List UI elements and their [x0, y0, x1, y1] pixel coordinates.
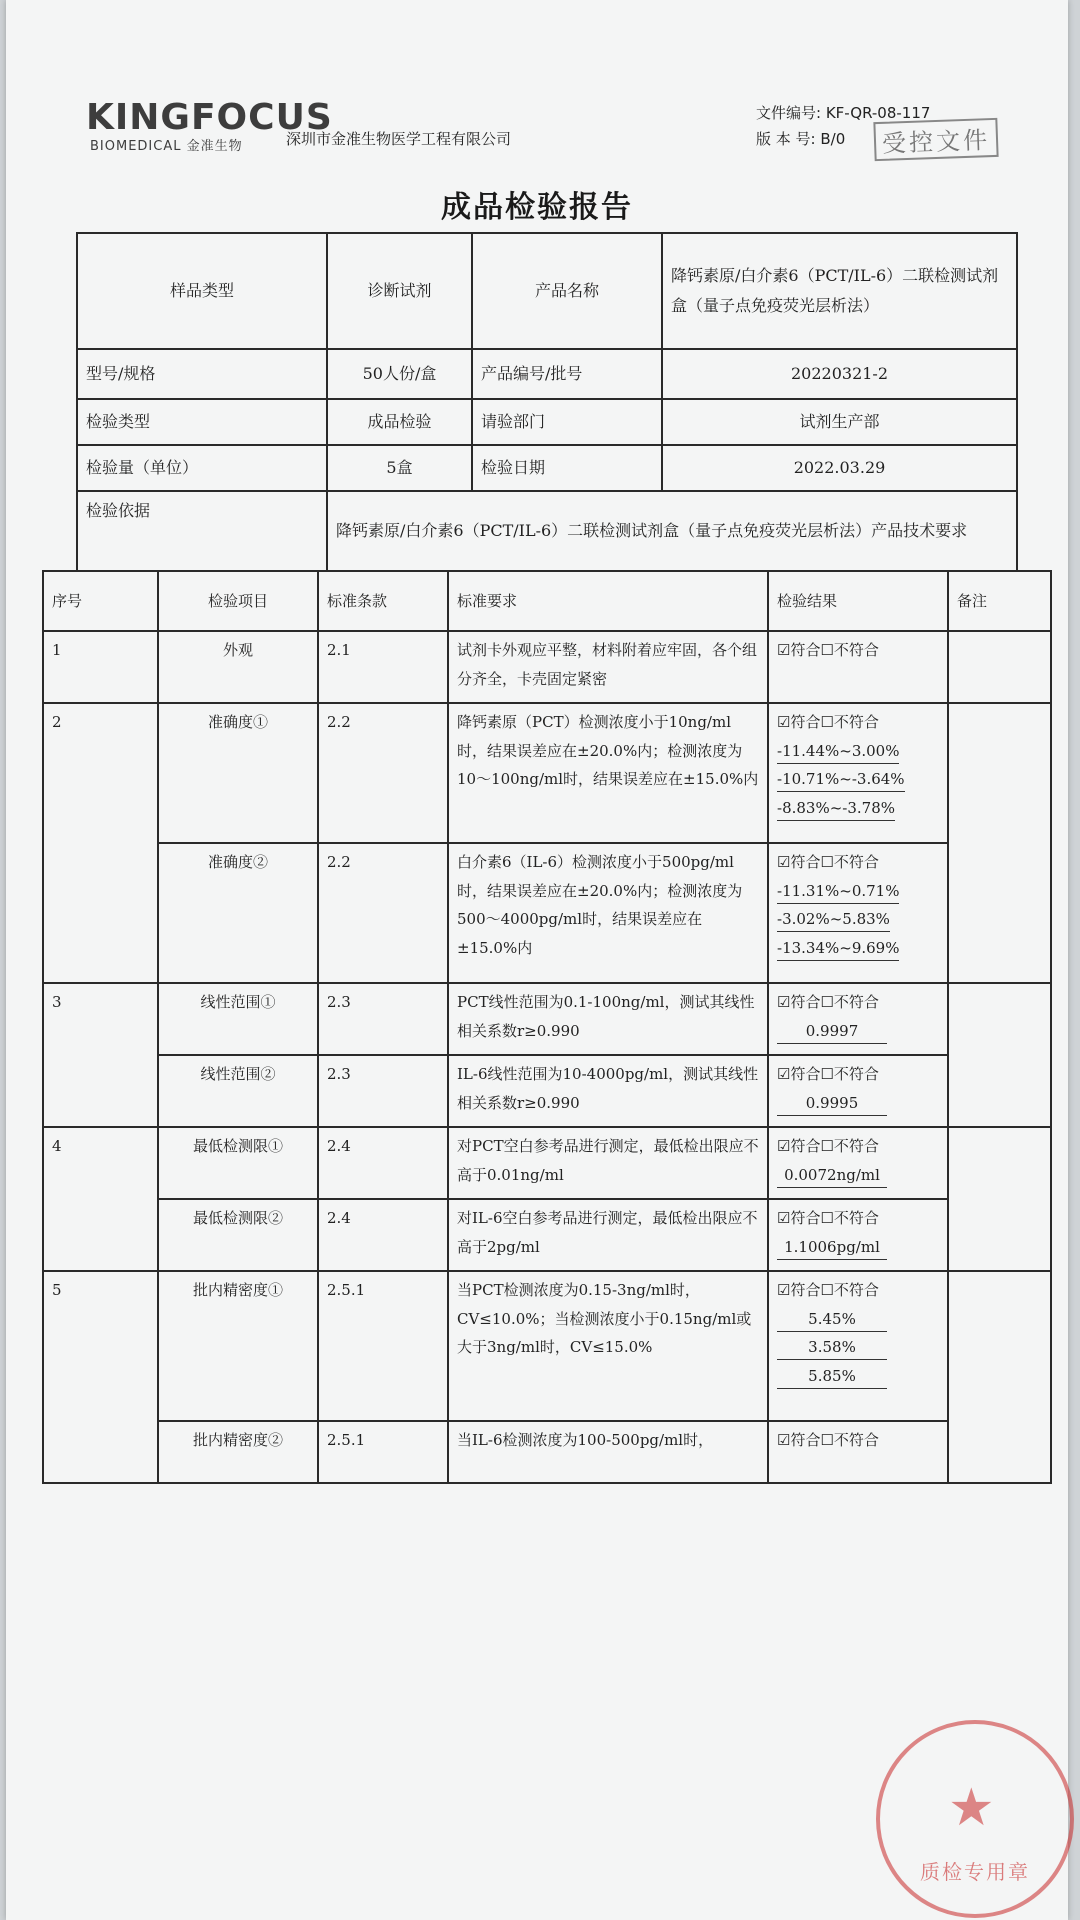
- quality-inspection-seal: [876, 1720, 1074, 1918]
- row-clause: 2.2: [318, 843, 448, 983]
- row-clause: 2.2: [318, 703, 448, 843]
- result-value: 0.9997: [777, 1019, 887, 1044]
- result-value: -3.02%~5.83%: [777, 907, 890, 932]
- table-header-row: [43, 571, 1051, 631]
- col-header-requirement: 标准要求: [448, 571, 768, 631]
- date-label: 检验日期: [472, 445, 662, 491]
- result-checkbox: ☑符合☐不符合: [777, 713, 879, 731]
- basis-label: 检验依据: [77, 491, 327, 571]
- row-item: 准确度②: [158, 843, 318, 983]
- result-value: -13.34%~9.69%: [777, 936, 899, 961]
- inspection-items-table: [42, 570, 1052, 1484]
- result-checkbox: ☑符合☐不符合: [777, 1065, 879, 1083]
- result-value: -10.71%~-3.64%: [777, 767, 905, 792]
- quantity-label: 检验量（单位）: [77, 445, 327, 491]
- dept-label: 请验部门: [472, 399, 662, 445]
- table-row: [43, 983, 1051, 1055]
- row-requirement: 当PCT检测浓度为0.15-3ng/ml时，CV≤10.0%；当检测浓度小于0.15ng/ml或大于3ng/ml时，CV≤15.0%: [448, 1271, 768, 1421]
- row-requirement: 对IL-6空白参考品进行测定，最低检出限应不高于2pg/ml: [448, 1199, 768, 1271]
- row-requirement: 试剂卡外观应平整，材料附着应牢固，各个组分齐全，卡壳固定紧密: [448, 631, 768, 703]
- row-clause: 2.1: [318, 631, 448, 703]
- row-item: 外观: [158, 631, 318, 703]
- batch-label: 产品编号/批号: [472, 349, 662, 399]
- result-value: 3.58%: [777, 1335, 887, 1360]
- row-item: 线性范围②: [158, 1055, 318, 1127]
- model-label: 型号/规格: [77, 349, 327, 399]
- row-result: [768, 1127, 948, 1199]
- row-result: [768, 1271, 948, 1421]
- result-value: -11.31%~0.71%: [777, 879, 899, 904]
- result-checkbox: ☑符合☐不符合: [777, 1209, 879, 1227]
- table-row: [43, 703, 1051, 843]
- company-logo: KINGFOCUS: [86, 97, 333, 138]
- doc-number-label: 文件编号:: [756, 104, 822, 122]
- result-value: -8.83%~-3.78%: [777, 796, 895, 821]
- row-result: [768, 1199, 948, 1271]
- row-requirement: 当IL-6检测浓度为100-500pg/ml时，: [448, 1421, 768, 1483]
- row-no: 3: [43, 983, 158, 1127]
- row-item: 准确度①: [158, 703, 318, 843]
- row-clause: 2.3: [318, 1055, 448, 1127]
- table-row: [43, 1199, 1051, 1271]
- seal-text: 质检专用章: [920, 1860, 1030, 1884]
- table-row: [43, 1127, 1051, 1199]
- result-value: -11.44%~3.00%: [777, 739, 899, 764]
- controlled-document-stamp: 受控文件: [873, 118, 998, 161]
- row-requirement: IL-6线性范围为10-4000pg/ml，测试其线性相关系数r≥0.990: [448, 1055, 768, 1127]
- company-logo-subtitle: BIOMEDICAL 金准生物: [90, 139, 243, 154]
- table-row: [43, 631, 1051, 703]
- row-item: 最低检测限①: [158, 1127, 318, 1199]
- product-name-label: 产品名称: [472, 233, 662, 349]
- row-item: 线性范围①: [158, 983, 318, 1055]
- table-row: [43, 1421, 1051, 1483]
- row-item: 批内精密度②: [158, 1421, 318, 1483]
- row-no: 1: [43, 631, 158, 703]
- quantity-value: 5盒: [327, 445, 472, 491]
- row-no: 5: [43, 1271, 158, 1483]
- table-row: [43, 1055, 1051, 1127]
- seal-star-icon: ★: [948, 1778, 995, 1838]
- row-result: [768, 1421, 948, 1483]
- row-item: 批内精密度①: [158, 1271, 318, 1421]
- report-paper: [6, 0, 1068, 1920]
- inspection-type-value: 成品检验: [327, 399, 472, 445]
- row-remark: [948, 631, 1051, 703]
- row-clause: 2.5.1: [318, 1271, 448, 1421]
- table-row: [43, 1271, 1051, 1421]
- doc-number: KF-QR-08-117: [825, 104, 931, 122]
- row-remark: [948, 703, 1051, 983]
- row-clause: 2.5.1: [318, 1421, 448, 1483]
- inspection-type-label: 检验类型: [77, 399, 327, 445]
- table-row: [43, 843, 1051, 983]
- row-result: [768, 631, 948, 703]
- result-checkbox: ☑符合☐不符合: [777, 1431, 879, 1449]
- version-number: B/0: [820, 130, 846, 148]
- date-value: 2022.03.29: [662, 445, 1017, 491]
- row-remark: [948, 983, 1051, 1127]
- col-header-no: 序号: [43, 571, 158, 631]
- row-requirement: PCT线性范围为0.1-100ng/ml，测试其线性相关系数r≥0.990: [448, 983, 768, 1055]
- batch-value: 20220321-2: [662, 349, 1017, 399]
- row-clause: 2.4: [318, 1199, 448, 1271]
- report-header: [86, 97, 1026, 160]
- col-header-remark: 备注: [948, 571, 1051, 631]
- row-no: 2: [43, 703, 158, 983]
- row-result: [768, 703, 948, 843]
- row-requirement: 降钙素原（PCT）检测浓度小于10ng/ml时，结果误差应在±20.0%内；检测浓度为10～100ng/ml时，结果误差应在±15.0%内: [448, 703, 768, 843]
- col-header-result: 检验结果: [768, 571, 948, 631]
- model-value: 50人份/盒: [327, 349, 472, 399]
- result-value: 5.85%: [777, 1364, 887, 1389]
- row-result: [768, 983, 948, 1055]
- col-header-clause: 标准条款: [318, 571, 448, 631]
- report-title: 成品检验报告: [441, 190, 633, 225]
- sample-type-label: 样品类型: [77, 233, 327, 349]
- result-checkbox: ☑符合☐不符合: [777, 1281, 879, 1299]
- row-result: [768, 843, 948, 983]
- result-checkbox: ☑符合☐不符合: [777, 993, 879, 1011]
- row-item: 最低检测限②: [158, 1199, 318, 1271]
- row-clause: 2.3: [318, 983, 448, 1055]
- result-value: 1.1006pg/ml: [777, 1235, 887, 1260]
- basis-value: 降钙素原/白介素6（PCT/IL-6）二联检测试剂盒（量子点免疫荧光层析法）产品技术要求: [327, 491, 1017, 571]
- col-header-item: 检验项目: [158, 571, 318, 631]
- row-clause: 2.4: [318, 1127, 448, 1199]
- product-name-value: 降钙素原/白介素6（PCT/IL-6）二联检测试剂盒（量子点免疫荧光层析法）: [662, 233, 1017, 349]
- version-label: 版 本 号:: [756, 130, 816, 148]
- row-remark: [948, 1127, 1051, 1271]
- result-checkbox: ☑符合☐不符合: [777, 1137, 879, 1155]
- result-checkbox: ☑符合☐不符合: [777, 641, 879, 659]
- row-requirement: 对PCT空白参考品进行测定，最低检出限应不高于0.01ng/ml: [448, 1127, 768, 1199]
- product-info-table: [76, 232, 1018, 572]
- row-no: 4: [43, 1127, 158, 1271]
- result-checkbox: ☑符合☐不符合: [777, 853, 879, 871]
- sample-type-value: 诊断试剂: [327, 233, 472, 349]
- dept-value: 试剂生产部: [662, 399, 1017, 445]
- row-remark: [948, 1271, 1051, 1483]
- result-value: 0.0072ng/ml: [777, 1163, 887, 1188]
- result-value: 5.45%: [777, 1307, 887, 1332]
- row-result: [768, 1055, 948, 1127]
- row-requirement: 白介素6（IL-6）检测浓度小于500pg/ml时，结果误差应在±20.0%内；检测浓度为500～4000pg/ml时，结果误差应在±15.0%内: [448, 843, 768, 983]
- result-value: 0.9995: [777, 1091, 887, 1116]
- company-name: 深圳市金准生物医学工程有限公司: [286, 130, 512, 148]
